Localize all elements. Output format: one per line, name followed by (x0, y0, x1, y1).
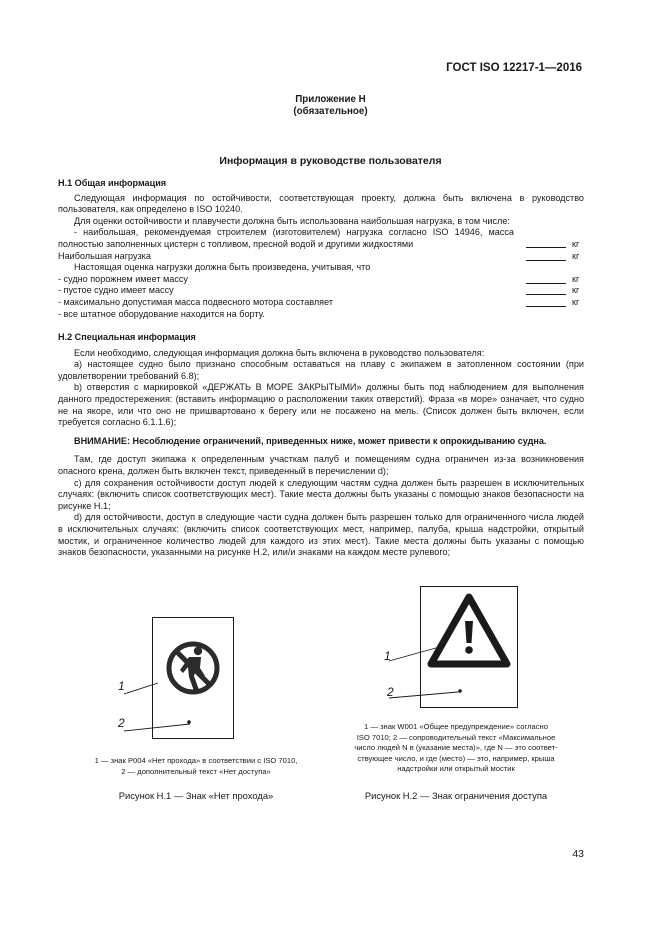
figure2-title: Рисунок Н.2 — Знак ограничения доступа (364, 790, 548, 801)
unit-label: кг (572, 296, 580, 307)
blank-line (526, 306, 566, 307)
figure1-title: Рисунок Н.1 — Знак «Нет прохода» (118, 790, 274, 801)
figure2-label-2: 2 (387, 685, 394, 699)
h1-p2: Для оценки остойчивости и плавучести должна быть использована наибольшая нагрузка, в том числе: (74, 215, 510, 226)
figure2-note (326, 722, 586, 775)
figure2-note-line2: ISO 7010; 2 — сопроводительный текст «Максимальное (356, 732, 556, 742)
page-number: 43 (572, 848, 584, 860)
h2-p1: Если необходимо, следующая информация должна быть включена в руководство пользователя: (74, 347, 485, 358)
blank-line (526, 294, 566, 295)
h2-p2: а) настоящее судно было признано способным оставаться на плаву с экипажем в затопленном состоянии (при удовлетворении требований 6.8); (58, 359, 584, 381)
h2-heading: Н.2 Специальная информация (58, 332, 196, 342)
max-load-row (58, 251, 584, 263)
figure2-leaders (385, 640, 465, 710)
appendix-heading (0, 94, 661, 118)
h2-p6: d) для остойчивости, доступ в следующие части судна должен быть разрешен только для ограниченного числа людей в исключительных случаях: (включить список соответствующих мест, например, палуба, крыша надстройки, открытый мостик, и ограниченное количество людей для каждого из этих мест). Такие места должны быть указаны с помощью знаков безопасности, указанными на рисунке Н.2, или/и знаками на каждом месте рулевого; (58, 512, 584, 558)
motor-mass-row (58, 297, 584, 309)
h1-p3-block (58, 227, 584, 250)
h1-p3: - наибольшая, рекомендуемая строителем (изготовителем) нагрузка согласно ISO 14946, масса полностью заполненных цистерн с топливом, пресной водой и другими жидкостями (58, 227, 514, 249)
h1-p4: Настоящая оценка нагрузки должна быть произведена, учитывая, что (74, 262, 371, 273)
motor-mass-label: - максимально допустимая масса подвесного мотора составляет (58, 296, 334, 307)
empty-mass-label: - судно порожнем имеет массу (58, 273, 188, 284)
figure2-note-line4: ствующее число, и где (место) — это, например, крыша (357, 753, 555, 763)
h2-p5: с) для сохранения остойчивости доступ людей к следующим частям судна должен быть разрешен в исключительных случаях: (включить список соответствующих мест). Такие места должны быть указаны с помощью знаков безопасности на рисунке Н.1; (58, 477, 584, 511)
figure1-leaders (118, 680, 198, 740)
unit-label: кг (572, 273, 580, 284)
section-title: Информация в руководстве пользователя (219, 155, 442, 167)
section-h1 (58, 178, 584, 320)
h1-heading: Н.1 Общая информация (58, 178, 167, 188)
blank-line (526, 283, 566, 284)
standard-code: ГОСТ ISO 12217-1—2016 (446, 62, 582, 74)
figure2-note-line3: число людей N в (указание места)», где N — это соответ- (354, 743, 558, 752)
vessel-mass-row (58, 285, 584, 297)
h1-p1: Следующая информация по остойчивости, соответствующая проекту, должна быть включена в руководство пользователя, как определено в ISO 10240. (58, 192, 584, 215)
equipment-line: - все штатное оборудование находится на борту. (58, 308, 265, 319)
figure1-label-1: 1 (118, 679, 125, 693)
blank-line (526, 247, 566, 248)
empty-mass-row (58, 274, 584, 286)
appendix-subtitle: (обязательное) (293, 106, 368, 117)
section-h2 (58, 332, 584, 559)
unit-label: кг (572, 250, 580, 261)
figure1-note-line1: 1 — знак Р004 «Нет прохода» в соответствии с ISO 7010, (94, 756, 298, 765)
unit-label: кг (572, 285, 580, 296)
figure2-note-line1: 1 — знак W001 «Общее предупреждение» согласно (364, 722, 548, 731)
h2-p4: Там, где доступ экипажа к определенным участкам палуб и помещениям судна ограничен из-за возникновения опасного крена, должен быть включен текст, приведенный в перечислении d); (58, 454, 584, 476)
warning-text: ВНИМАНИЕ: Несоблюдение ограничений, приведенных ниже, может привести к опрокидыванию судна. (74, 435, 547, 446)
figure1-label-2: 2 (118, 716, 125, 730)
figure2-note-line5: надстройки или открытый мостик (397, 764, 515, 773)
unit-label: кг (572, 238, 580, 249)
figure1-note-line2: 2 — дополнительный текст «Нет доступа» (121, 766, 271, 776)
max-load-label: Наибольшая нагрузка (58, 250, 151, 261)
vessel-mass-label: - пустое судно имеет массу (58, 285, 174, 296)
blank-line (526, 260, 566, 261)
h2-p3: b) отверстия с маркировкой «ДЕРЖАТЬ В МОРЕ ЗАКРЫТЫМИ» должны быть под наблюдением для выполнения данного предостережения: (вставить информацию о расположении таких отверстий). Фраза «в море» означает, что судно не на якоре, или что оно не пришвартовано к берегу или не посажено на мель. (Список должен быть включен, если требуется согласно 6.1.1.6); (58, 382, 584, 428)
appendix-title: Приложение Н (295, 94, 366, 105)
figure1-note (55, 756, 337, 777)
figure2-label-1: 1 (384, 649, 391, 663)
